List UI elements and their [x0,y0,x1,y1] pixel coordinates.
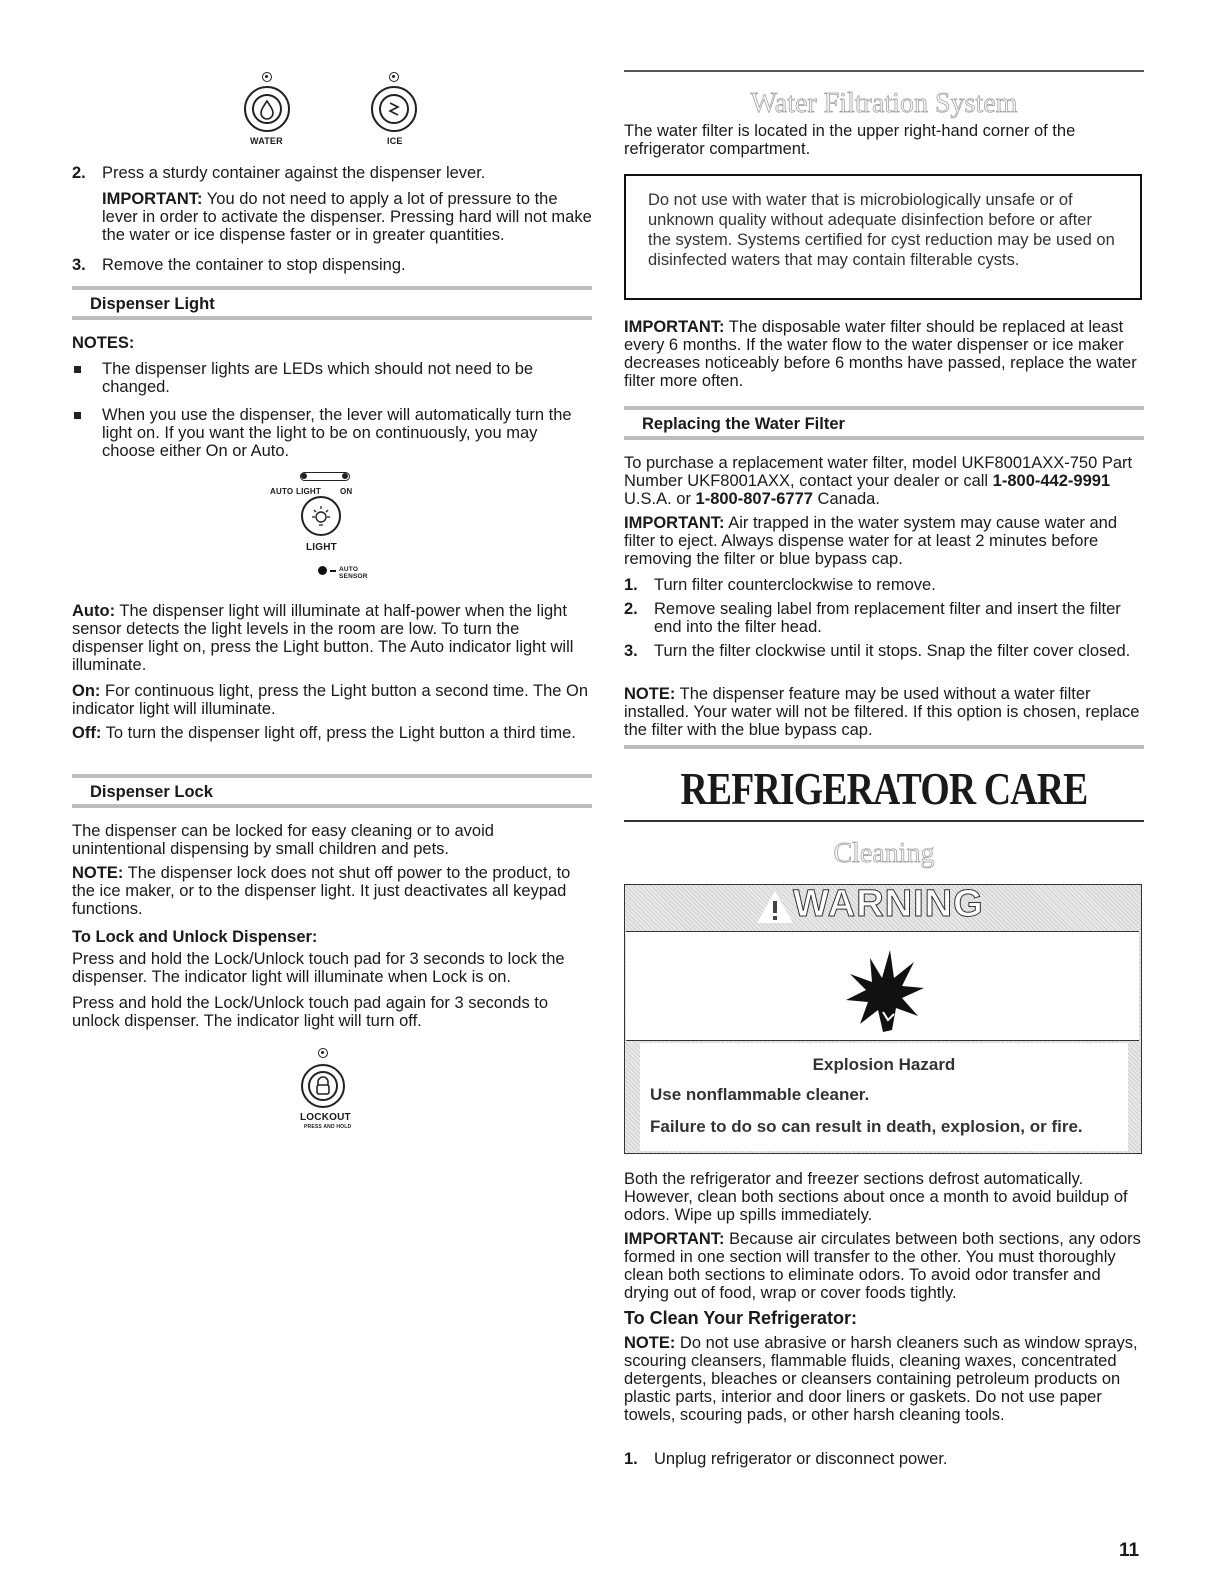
replace-step-3 [624,642,1144,660]
cleaning-important [624,1230,1144,1302]
care-rule [624,820,1144,822]
light-small-label: LIGHT [296,487,321,496]
note-bullet-1 [72,360,592,396]
purchase-text: To purchase a replacement water filter, model UKF8001AXX-750 Part Number UKF8001AXX, contact your dealer or call [624,454,1133,490]
off-description: To turn the dispenser light off, press the Light button a third time. [101,724,576,742]
explosion-hazard-icon [838,940,928,1036]
note-label: NOTE: [624,1334,676,1352]
replace-step-2 [624,600,1144,636]
water-indicator-dot-icon [262,72,272,82]
cleaning-note [624,1334,1144,1424]
purchase-paragraph [624,454,1144,508]
step-3-text: Remove the container to stop dispensing. [102,256,406,274]
note-bullet-2-text: When you use the dispenser, the lever will automatically turn the light on. If you want the light to be on continuously, you may choose either On or Auto. [102,406,572,460]
on-label: ON [340,487,353,496]
warning-line-2: Failure to do so can result in death, explosion, or fire. [650,1117,1083,1136]
water-label: WATER [250,136,283,146]
important-text: Air trapped in the water system may cause water and filter to eject. Always dispense water for at least 2 minutes before removing the filter or blue bypass cap. [624,514,1118,568]
light-button-icon [301,496,341,536]
important-text: Because air circulates between both sections, any odors formed in one section will transfer to the other. You must thoroughly clean both sections to eliminate odors. To avoid odor transfer and drying out of food, wrap or cover foods tightly. [624,1230,1141,1302]
warning-triangle-icon [755,889,795,925]
purchase-end-text: Canada. [812,490,880,508]
important-label: IMPORTANT: [624,1230,725,1248]
step-3 [72,256,592,274]
light-label: LIGHT [306,542,337,553]
off-paragraph [72,724,592,742]
lock-paragraph-2 [72,994,592,1030]
note-text: Do not use abrasive or harsh cleaners such as window sprays, scouring cleansers, flammable fluids, cleaning waxes, concentrated detergents, bleaches or cleansers containing petroleum products on plastic parts, interior and door liners or gaskets. Do not use paper towels, scouring pads, or other harsh cleaning tools. [624,1334,1138,1424]
important-label: IMPORTANT: [102,190,203,208]
warning-pictogram-panel [626,931,1139,1041]
dispenser-light-heading: Dispenser Light [90,295,215,313]
dispenser-lock-heading-band [72,774,592,808]
note-bullet-1-text: The dispenser lights are LEDs which should not need to be changed. [102,360,534,396]
lock-paragraph-1 [72,950,592,986]
purchase-mid-text: U.S.A. or [624,490,696,508]
light-control-diagram [240,470,370,590]
replace-step-2-number: 2. [624,600,638,618]
step-2 [72,164,592,182]
divider-band [624,745,1144,749]
important-text: The disposable water filter should be replaced at least every 6 months. If the water flow to the water dispenser or ice maker decreases noticeably before 6 months have passed, replace the water filter more often. [624,318,1137,390]
auto-label: AUTO [270,487,294,496]
replace-step-1-text: Turn filter counterclockwise to remove. [654,576,936,594]
important-label: IMPORTANT: [624,318,725,336]
lockout-indicator-dot-icon [318,1048,328,1058]
phone-us: 1-800-442-9991 [992,472,1111,490]
lock-note [72,864,592,918]
replace-step-3-text: Turn the filter clockwise until it stops. Snap the filter cover closed. [654,642,1131,660]
off-term: Off: [72,724,102,742]
top-rule [624,70,1144,72]
note-text: The dispenser feature may be used without a water filter installed. Your water will not be filtered. If this option is chosen, replace the filter with the blue bypass cap. [624,685,1140,739]
explosion-hazard-label: Explosion Hazard [812,1055,956,1074]
bullet-square-icon [74,366,81,373]
on-term: On: [72,682,101,700]
filtration-intro [624,122,1144,158]
replacing-filter-heading: Replacing the Water Filter [642,415,845,433]
water-button-icon [244,86,290,132]
phone-canada: 1-800-807-6777 [695,490,813,508]
step-2-text: Press a sturdy container against the dispenser lever. [102,164,486,182]
auto-term: Auto: [72,602,116,620]
ice-label: ICE [387,136,403,146]
warning-banner-text: WARNING [793,883,984,925]
important-text: You do not need to apply a lot of pressure to the lever in order to activate the dispenser. Pressing hard will not make the water or ice dispense faster or in greater quantities. [102,190,592,244]
cleaning-paragraph-1 [624,1170,1144,1224]
step-2-number: 2. [72,164,86,182]
auto-paragraph [72,602,592,674]
cleaning-title: Cleaning [833,838,935,869]
important-label: IMPORTANT: [624,514,725,532]
lock-subheading: To Lock and Unlock Dispenser: [72,928,318,946]
filtration-intro-text: The water filter is located in the upper right-hand corner of the refrigerator compartment. [624,122,1076,158]
clean-step-1-text: Unplug refrigerator or disconnect power. [654,1450,948,1468]
lock-paragraph-1-text: Press and hold the Lock/Unlock touch pad for 3 seconds to lock the dispenser. The indicator light will illuminate when Lock is on. [72,950,565,986]
lock-intro [72,822,592,858]
auto-description: The dispenser light will illuminate at half-power when the light sensor detects the light levels in the room are low. To turn the dispenser light on, press the Light button. The Auto indicator light will illuminate. [72,602,574,674]
ice-indicator-dot-icon [389,72,399,82]
filtration-important [624,318,1144,390]
warning-banner [625,885,1140,929]
water-safety-box [624,174,1142,300]
on-description: For continuous light, press the Light button a second time. The On indicator light will illuminate. [72,682,589,718]
bullet-square-icon [74,412,81,419]
replacing-filter-heading-band [624,406,1144,440]
on-paragraph [72,682,592,718]
step-3-number: 3. [72,256,86,274]
ice-button-icon [371,86,417,132]
cleaning-paragraph-1-text: Both the refrigerator and freezer sections defrost automatically. However, clean both sections about once a month to avoid buildup of odors. Wipe up spills immediately. [624,1170,1128,1224]
auto-sensor-icon [318,566,327,575]
note-label: NOTE: [624,685,676,703]
clean-step-1-number: 1. [624,1450,638,1468]
replacing-note [624,685,1144,739]
warning-text-panel [640,1043,1128,1151]
lockout-label: LOCKOUT [300,1112,351,1123]
notes-label: NOTES: [72,334,135,352]
lockout-sub-label: PRESS AND HOLD [304,1124,352,1130]
replace-step-1 [624,576,1144,594]
replace-step-2-text: Remove sealing label from replacement filter and insert the filter end into the filter head. [654,600,1121,636]
water-safety-text: Do not use with water that is microbiologically unsafe or of unknown quality without adequate disinfection before or after the system. Systems certified for cyst reduction may be used on disinfected waters that may contain filterable cysts. [648,191,1115,269]
replace-step-3-number: 3. [624,642,638,660]
page-number: 11 [1119,1540,1140,1561]
water-filtration-title: Water Filtration System [750,88,1018,119]
clean-refrigerator-subheading: To Clean Your Refrigerator: [624,1308,858,1328]
lock-intro-text: The dispenser can be locked for easy cleaning or to avoid unintentional dispensing by small children and pets. [72,822,494,858]
clean-step-1 [624,1450,1144,1468]
note-text: The dispenser lock does not shut off power to the product, to the ice maker, or to the dispenser light. It just deactivates all keypad functions. [72,864,571,918]
lockout-button-icon [301,1064,345,1108]
replace-step-1-number: 1. [624,576,638,594]
lock-paragraph-2-text: Press and hold the Lock/Unlock touch pad again for 3 seconds to unlock dispenser. The indicator light will turn off. [72,994,549,1030]
note-label: NOTE: [72,864,124,882]
warning-line-1: Use nonflammable cleaner. [650,1085,870,1104]
warning-box [624,884,1142,1154]
dispenser-lock-heading: Dispenser Lock [90,783,213,801]
dispenser-light-heading-band [72,286,592,320]
replacing-important [624,514,1144,568]
refrigerator-care-title: REFRIGERATOR CARE [680,763,1088,814]
important-note-1 [102,190,597,244]
auto-sensor-label: AUTO SENSOR [339,566,368,580]
note-bullet-2 [72,406,592,460]
